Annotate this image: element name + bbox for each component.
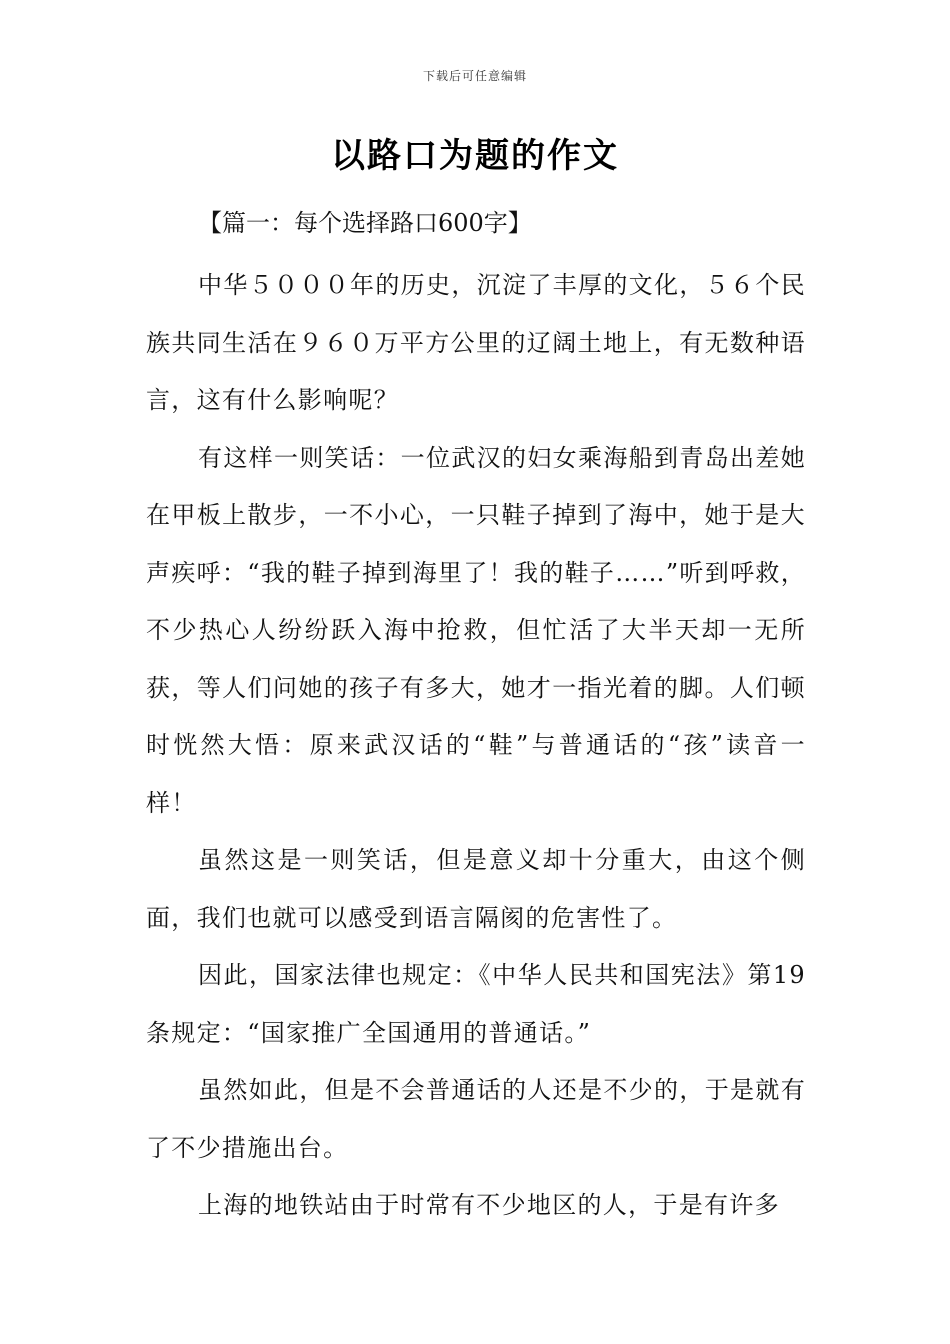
paragraph: 有这样一则笑话：一位武汉的妇女乘海船到青岛出差她在甲板上散步，一不小心，一只鞋子掉到了海中，她于是大声疾呼：“我的鞋子掉到海里了！我的鞋子……”听到呼救，不少热心人纷纷跃入海中抢救，但忙活了大半天却一无所获，等人们问她的孩子有多大，她才一指光着的脚。人们顿时恍然大悟：原来武汉话的“鞋”与普通话的“孩”读音一样！ <box>146 443 806 817</box>
paragraph: 因此，国家法律也规定：《中华人民共和国宪法》第19条规定：“国家推广全国通用的普通话。” <box>146 961 806 1047</box>
paragraph: 上海的地铁站由于时常有不少地区的人，于是有许多 <box>198 1191 780 1219</box>
header-note: 下载后可任意编辑 <box>422 69 527 83</box>
paragraph: 虽然这是一则笑话，但是意义却十分重大，由这个侧面，我们也就可以感受到语言隔阂的危害性了。 <box>146 846 806 932</box>
section-heading: 【篇一：每个选择路口600字】 <box>198 209 532 237</box>
paragraph: 中华５０００年的历史，沉淀了丰厚的文化，５６个民族共同生活在９６０万平方公里的辽阔土地上，有无数种语言，这有什么影响呢？ <box>146 271 806 414</box>
document-title: 以路口为题的作文 <box>331 136 619 176</box>
paragraph: 虽然如此，但是不会普通话的人还是不少的，于是就有了不少措施出台。 <box>146 1076 806 1162</box>
article-body <box>146 257 806 1235</box>
